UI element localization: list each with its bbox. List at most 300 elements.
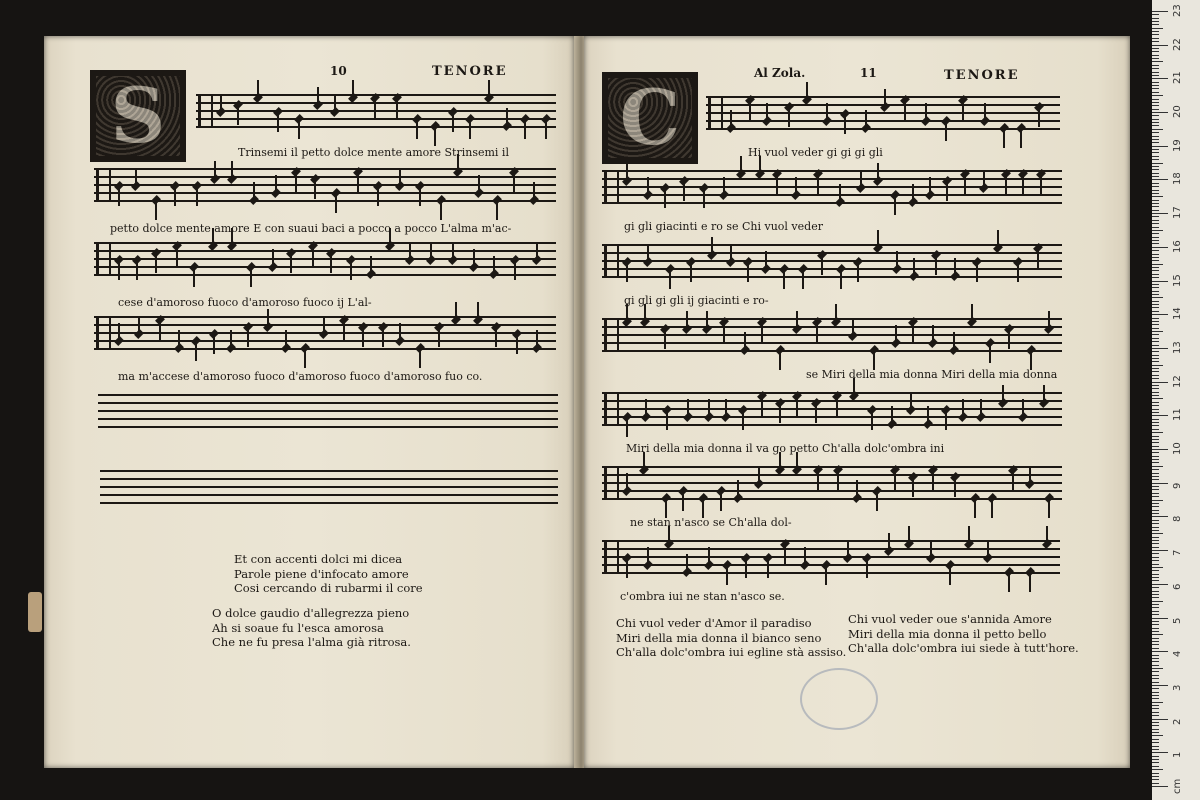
music-staff bbox=[98, 394, 558, 428]
music-staff bbox=[602, 244, 1062, 278]
ruler-tick bbox=[1152, 247, 1168, 248]
note-stem bbox=[983, 170, 985, 188]
ruler-tick bbox=[1152, 291, 1159, 292]
ruler-tick bbox=[1152, 260, 1159, 261]
note-stem bbox=[231, 161, 233, 179]
note-stem bbox=[835, 304, 837, 322]
ruler-tick bbox=[1152, 591, 1159, 592]
ruler-tick bbox=[1152, 405, 1159, 406]
ruler-tick bbox=[1152, 375, 1159, 376]
ruler-tick bbox=[1152, 543, 1159, 544]
note-stem bbox=[136, 262, 138, 280]
note-stem bbox=[230, 330, 232, 348]
note-stem bbox=[749, 102, 751, 120]
clef-mark bbox=[198, 96, 213, 126]
music-staff bbox=[94, 168, 556, 202]
clef-mark bbox=[96, 318, 111, 348]
ruler-tick bbox=[1152, 223, 1159, 224]
ruler-tick bbox=[1152, 462, 1159, 463]
note-stem bbox=[876, 493, 878, 511]
ruler-tick bbox=[1152, 419, 1159, 420]
note-stem bbox=[250, 269, 252, 287]
note-stem bbox=[826, 103, 828, 121]
note-stem bbox=[891, 406, 893, 424]
note-stem bbox=[847, 540, 849, 558]
ruler-tick bbox=[1152, 365, 1163, 366]
ruler-tick bbox=[1152, 109, 1159, 110]
note-stem bbox=[317, 87, 319, 105]
ruler-tick bbox=[1152, 732, 1159, 733]
ruler-tick bbox=[1152, 378, 1159, 379]
note-stem bbox=[779, 405, 781, 423]
note-stem bbox=[213, 336, 215, 354]
ruler-tick bbox=[1152, 186, 1159, 187]
note-stem bbox=[980, 399, 982, 417]
right-lyric-7: c'ombra iui ne stan n'asco se. bbox=[620, 590, 785, 603]
ruler-tick bbox=[1152, 638, 1159, 639]
note-stem bbox=[683, 183, 685, 201]
note-stem bbox=[766, 103, 768, 121]
ruler-tick bbox=[1152, 587, 1159, 588]
ruler-tick bbox=[1152, 425, 1159, 426]
ruler-tick bbox=[1152, 641, 1159, 642]
note-stem bbox=[1029, 574, 1031, 592]
ruler-tick bbox=[1152, 156, 1159, 157]
ruler-tick bbox=[1152, 45, 1168, 46]
ruler-label: 22 bbox=[1172, 37, 1183, 51]
ruler-tick bbox=[1152, 230, 1163, 231]
note-stem bbox=[1048, 311, 1050, 329]
ruler-label: 4 bbox=[1172, 650, 1183, 658]
note-stem bbox=[949, 567, 951, 585]
ruler-tick bbox=[1152, 735, 1163, 736]
note-stem bbox=[976, 264, 978, 282]
note-stem bbox=[272, 249, 274, 267]
ruler-tick bbox=[1152, 594, 1159, 595]
right-lyric-4: se Miri della mia donna Miri della mia donna bbox=[806, 368, 1058, 381]
ruler-tick bbox=[1152, 496, 1159, 497]
note-stem bbox=[925, 103, 927, 121]
note-stem bbox=[927, 406, 929, 424]
ruler-tick bbox=[1152, 719, 1168, 720]
ruler-tick bbox=[1152, 82, 1159, 83]
note-stem bbox=[277, 114, 279, 132]
right-lyric-1: Hi vuol veder gi gi gi gli bbox=[748, 146, 883, 159]
note-stem bbox=[477, 302, 479, 320]
ruler-tick bbox=[1152, 520, 1159, 521]
music-staff bbox=[196, 94, 556, 128]
ruler-tick bbox=[1152, 537, 1159, 538]
note-stem bbox=[852, 318, 854, 336]
ruler-tick bbox=[1152, 436, 1159, 437]
note-stem bbox=[745, 560, 747, 578]
note-stem bbox=[1048, 500, 1050, 518]
ruler-tick bbox=[1152, 682, 1159, 683]
ruler-tick bbox=[1152, 533, 1163, 534]
verse-line: Chi vuol veder d'Amor il paradiso bbox=[616, 616, 812, 630]
ruler-tick bbox=[1152, 297, 1163, 298]
note-stem bbox=[267, 309, 269, 327]
ruler-tick bbox=[1152, 240, 1159, 241]
ruler-tick bbox=[1152, 705, 1159, 706]
ruler-tick bbox=[1152, 166, 1159, 167]
ruler-tick bbox=[1152, 183, 1159, 184]
note-stem bbox=[686, 554, 688, 572]
note-stem bbox=[196, 188, 198, 206]
ruler-tick bbox=[1152, 206, 1159, 207]
note-stem bbox=[840, 271, 842, 289]
music-staff bbox=[706, 96, 1060, 130]
ruler-tick bbox=[1152, 267, 1159, 268]
ruler-label: 2 bbox=[1172, 718, 1183, 725]
ruler-tick bbox=[1152, 560, 1159, 561]
note-stem bbox=[725, 399, 727, 417]
note-stem bbox=[932, 472, 934, 490]
verse-line: O dolce gaudio d'allegrezza pieno bbox=[212, 606, 410, 620]
note-stem bbox=[1012, 472, 1014, 490]
note-stem bbox=[896, 251, 898, 269]
ruler-tick bbox=[1152, 294, 1159, 295]
note-stem bbox=[138, 316, 140, 334]
note-stem bbox=[496, 202, 498, 220]
ruler-tick bbox=[1152, 779, 1159, 780]
ruler-tick bbox=[1152, 614, 1159, 615]
ruler-tick bbox=[1152, 28, 1163, 29]
ruler-tick bbox=[1152, 452, 1159, 453]
ruler-tick bbox=[1152, 284, 1159, 285]
ruler-label: 15 bbox=[1172, 273, 1183, 287]
ruler-tick bbox=[1152, 385, 1159, 386]
ruler-tick bbox=[1152, 409, 1159, 410]
ruler-tick bbox=[1152, 685, 1168, 686]
note-stem bbox=[409, 242, 411, 260]
ruler-tick bbox=[1152, 510, 1159, 511]
ruler-tick bbox=[1152, 456, 1159, 457]
note-stem bbox=[740, 156, 742, 174]
clef-mark bbox=[604, 172, 619, 202]
ruler-tick bbox=[1152, 176, 1159, 177]
ruler-tick bbox=[1152, 439, 1159, 440]
ruler-tick bbox=[1152, 634, 1163, 635]
ruler-tick bbox=[1152, 752, 1168, 753]
note-stem bbox=[865, 110, 867, 128]
ruler-tick bbox=[1152, 644, 1159, 645]
note-stem bbox=[912, 479, 914, 497]
ruler-tick bbox=[1152, 92, 1159, 93]
note-stem bbox=[647, 547, 649, 565]
ruler-tick bbox=[1152, 584, 1168, 585]
ruler-tick bbox=[1152, 173, 1159, 174]
ruler-tick bbox=[1152, 250, 1159, 251]
note-stem bbox=[155, 202, 157, 220]
ruler-tick bbox=[1152, 307, 1159, 308]
note-stem bbox=[290, 255, 292, 273]
ruler-tick bbox=[1152, 756, 1159, 757]
ruler-label: 10 bbox=[1172, 442, 1183, 455]
note-stem bbox=[935, 257, 937, 275]
ruler-tick bbox=[1152, 395, 1159, 396]
note-stem bbox=[396, 100, 398, 118]
ruler-tick bbox=[1152, 179, 1168, 180]
note-stem bbox=[908, 526, 910, 544]
ruler-tick bbox=[1152, 348, 1168, 349]
ruler-tick bbox=[1152, 506, 1159, 507]
note-stem bbox=[1029, 466, 1031, 484]
right-header: TENORE bbox=[944, 68, 1020, 83]
ruler-tick bbox=[1152, 429, 1159, 430]
note-stem bbox=[765, 251, 767, 269]
ruler-label: 21 bbox=[1172, 71, 1183, 85]
clef-mark bbox=[708, 98, 723, 128]
ruler-tick bbox=[1152, 671, 1159, 672]
ruler-tick bbox=[1152, 274, 1159, 275]
note-stem bbox=[1038, 109, 1040, 127]
note-stem bbox=[1003, 130, 1005, 148]
note-stem bbox=[647, 244, 649, 262]
left-lyric-1: Trinsemi il petto dolce mente amore Strinsemi il bbox=[238, 146, 509, 159]
note-stem bbox=[817, 176, 819, 194]
note-stem bbox=[174, 188, 176, 206]
note-stem bbox=[430, 242, 432, 260]
ruler-tick bbox=[1152, 786, 1168, 787]
ruler-label: 5 bbox=[1172, 617, 1183, 624]
ruler-tick bbox=[1152, 48, 1159, 49]
ruler-label: 18 bbox=[1172, 172, 1183, 186]
note-stem bbox=[253, 182, 255, 200]
note-stem bbox=[930, 540, 932, 558]
verse-line: Et con accenti dolci mi dicea bbox=[234, 552, 403, 566]
left-header: TENORE bbox=[432, 64, 508, 79]
note-stem bbox=[478, 175, 480, 193]
ruler-tick bbox=[1152, 341, 1159, 342]
note-stem bbox=[195, 343, 197, 361]
note-stem bbox=[871, 412, 873, 430]
note-stem bbox=[377, 188, 379, 206]
ruler-tick bbox=[1152, 351, 1159, 352]
ruler-tick bbox=[1152, 152, 1159, 153]
note-stem bbox=[761, 398, 763, 416]
note-stem bbox=[796, 311, 798, 329]
right-lyric-6: ne stan n'asco se Ch'alla dol- bbox=[630, 516, 792, 529]
note-stem bbox=[987, 540, 989, 558]
note-stem bbox=[382, 329, 384, 347]
ruler-tick bbox=[1152, 574, 1159, 575]
note-stem bbox=[747, 264, 749, 282]
note-stem bbox=[438, 329, 440, 347]
verse-line: Ah si soaue fu l'esca amorosa bbox=[212, 620, 384, 635]
note-stem bbox=[884, 89, 886, 107]
note-stem bbox=[989, 345, 991, 363]
note-stem bbox=[953, 332, 955, 350]
ruler-label: 3 bbox=[1172, 684, 1183, 691]
ruler-tick bbox=[1152, 570, 1159, 571]
ruler-tick bbox=[1152, 257, 1159, 258]
note-stem bbox=[1040, 176, 1042, 194]
music-staff bbox=[602, 170, 1062, 204]
note-stem bbox=[742, 412, 744, 430]
note-stem bbox=[513, 174, 515, 192]
ruler-tick bbox=[1152, 712, 1159, 713]
note-stem bbox=[687, 399, 689, 417]
ruler-tick bbox=[1152, 773, 1159, 774]
clef-mark bbox=[604, 246, 619, 276]
ruler-tick bbox=[1152, 227, 1159, 228]
note-stem bbox=[910, 392, 912, 410]
note-stem bbox=[343, 322, 345, 340]
ruler-label: 14 bbox=[1172, 307, 1183, 321]
ruler-tick bbox=[1152, 695, 1159, 696]
note-stem bbox=[788, 109, 790, 127]
note-stem bbox=[802, 271, 804, 289]
note-stem bbox=[419, 188, 421, 206]
note-stem bbox=[825, 567, 827, 585]
note-stem bbox=[894, 197, 896, 215]
music-staff bbox=[602, 466, 1062, 500]
library-stamp bbox=[800, 668, 878, 730]
ruler-tick bbox=[1152, 398, 1163, 399]
note-stem bbox=[720, 493, 722, 511]
note-stem bbox=[275, 175, 277, 193]
ruler-tick bbox=[1152, 38, 1159, 39]
note-stem bbox=[895, 325, 897, 343]
note-stem bbox=[962, 102, 964, 120]
music-staff bbox=[100, 470, 558, 504]
note-stem bbox=[362, 329, 364, 347]
ruler-tick bbox=[1152, 105, 1159, 106]
ruler-tick bbox=[1152, 88, 1159, 89]
verse-line: Cosi cercando di rubarmi il core bbox=[234, 581, 423, 595]
note-stem bbox=[815, 405, 817, 423]
ruler-tick bbox=[1152, 749, 1159, 750]
ruler-tick bbox=[1152, 254, 1159, 255]
ruler-tick bbox=[1152, 553, 1159, 554]
note-stem bbox=[1002, 385, 1004, 403]
note-stem bbox=[1022, 176, 1024, 194]
note-stem bbox=[1005, 176, 1007, 194]
ruler-tick bbox=[1152, 489, 1159, 490]
ruler-tick bbox=[1152, 769, 1163, 770]
note-stem bbox=[913, 258, 915, 276]
verse-line: Miri della mia donna il petto bello bbox=[848, 626, 1047, 641]
note-stem bbox=[334, 94, 336, 112]
note-stem bbox=[493, 256, 495, 274]
ruler-tick bbox=[1152, 432, 1163, 433]
note-stem bbox=[726, 567, 728, 585]
ruler-tick bbox=[1152, 382, 1168, 383]
note-stem bbox=[155, 255, 157, 273]
ruler-tick bbox=[1152, 301, 1159, 302]
ruler-tick bbox=[1152, 473, 1159, 474]
note-stem bbox=[514, 262, 516, 280]
verse-line: Parole piene d'infocato amore bbox=[234, 566, 409, 581]
note-stem bbox=[856, 480, 858, 498]
ruler-tick bbox=[1152, 655, 1159, 656]
ruler-tick bbox=[1152, 233, 1159, 234]
ruler-tick bbox=[1152, 122, 1159, 123]
note-stem bbox=[912, 184, 914, 202]
ruler-tick bbox=[1152, 708, 1159, 709]
ruler-tick bbox=[1152, 115, 1159, 116]
ruler-tick bbox=[1152, 220, 1159, 221]
ruler-tick bbox=[1152, 486, 1159, 487]
ruler-tick bbox=[1152, 729, 1159, 730]
note-stem bbox=[452, 114, 454, 132]
note-stem bbox=[357, 174, 359, 192]
ruler-tick bbox=[1152, 368, 1159, 369]
music-staff bbox=[94, 316, 556, 350]
ruler-tick bbox=[1152, 146, 1168, 147]
ruler-tick bbox=[1152, 338, 1159, 339]
note-stem bbox=[1008, 331, 1010, 349]
ruler-tick bbox=[1152, 243, 1159, 244]
note-stem bbox=[877, 230, 879, 248]
ruler-tick bbox=[1152, 270, 1159, 271]
scale-ruler bbox=[1152, 0, 1200, 800]
left-lyric-4: ma m'accese d'amoroso fuoco d'amoroso fuoco d'amoroso fuo co. bbox=[118, 370, 483, 383]
note-stem bbox=[1037, 250, 1039, 268]
note-stem bbox=[335, 195, 337, 213]
ruler-tick bbox=[1152, 51, 1159, 52]
ruler-tick bbox=[1152, 314, 1168, 315]
note-stem bbox=[804, 547, 806, 565]
note-stem bbox=[1022, 399, 1024, 417]
ruler-tick bbox=[1152, 318, 1159, 319]
ruler-tick bbox=[1152, 661, 1159, 662]
note-stem bbox=[666, 412, 668, 430]
ruler-tick bbox=[1152, 527, 1159, 528]
ruler-tick bbox=[1152, 648, 1159, 649]
ruler-tick bbox=[1152, 567, 1163, 568]
note-stem bbox=[945, 412, 947, 430]
note-stem bbox=[706, 311, 708, 329]
note-stem bbox=[776, 176, 778, 194]
note-stem bbox=[193, 269, 195, 287]
note-stem bbox=[839, 184, 841, 202]
note-stem bbox=[968, 526, 970, 544]
ruler-tick bbox=[1152, 41, 1159, 42]
ruler-tick bbox=[1152, 345, 1159, 346]
note-stem bbox=[285, 330, 287, 348]
left-folio: 10 bbox=[330, 64, 347, 78]
ruler-tick bbox=[1152, 196, 1163, 197]
note-stem bbox=[159, 322, 161, 340]
ruler-tick bbox=[1152, 665, 1159, 666]
note-stem bbox=[945, 123, 947, 141]
note-stem bbox=[488, 80, 490, 98]
ruler-tick bbox=[1152, 190, 1159, 191]
ruler-tick bbox=[1152, 213, 1168, 214]
note-stem bbox=[434, 128, 436, 146]
note-stem bbox=[954, 479, 956, 497]
note-stem bbox=[545, 121, 547, 139]
ruler-tick bbox=[1152, 415, 1168, 416]
note-stem bbox=[135, 168, 137, 186]
ruler-tick bbox=[1152, 99, 1159, 100]
note-stem bbox=[817, 472, 819, 490]
clef-mark bbox=[96, 244, 111, 274]
ruler-tick bbox=[1152, 169, 1159, 170]
ruler-tick bbox=[1152, 577, 1159, 578]
note-stem bbox=[370, 256, 372, 274]
note-stem bbox=[416, 121, 418, 139]
note-stem bbox=[758, 466, 760, 484]
note-stem bbox=[1008, 574, 1010, 592]
ruler-tick bbox=[1152, 334, 1159, 335]
note-stem bbox=[323, 316, 325, 334]
note-stem bbox=[118, 262, 120, 280]
right-folio: 11 bbox=[860, 66, 877, 80]
ruler-tick bbox=[1152, 392, 1159, 393]
